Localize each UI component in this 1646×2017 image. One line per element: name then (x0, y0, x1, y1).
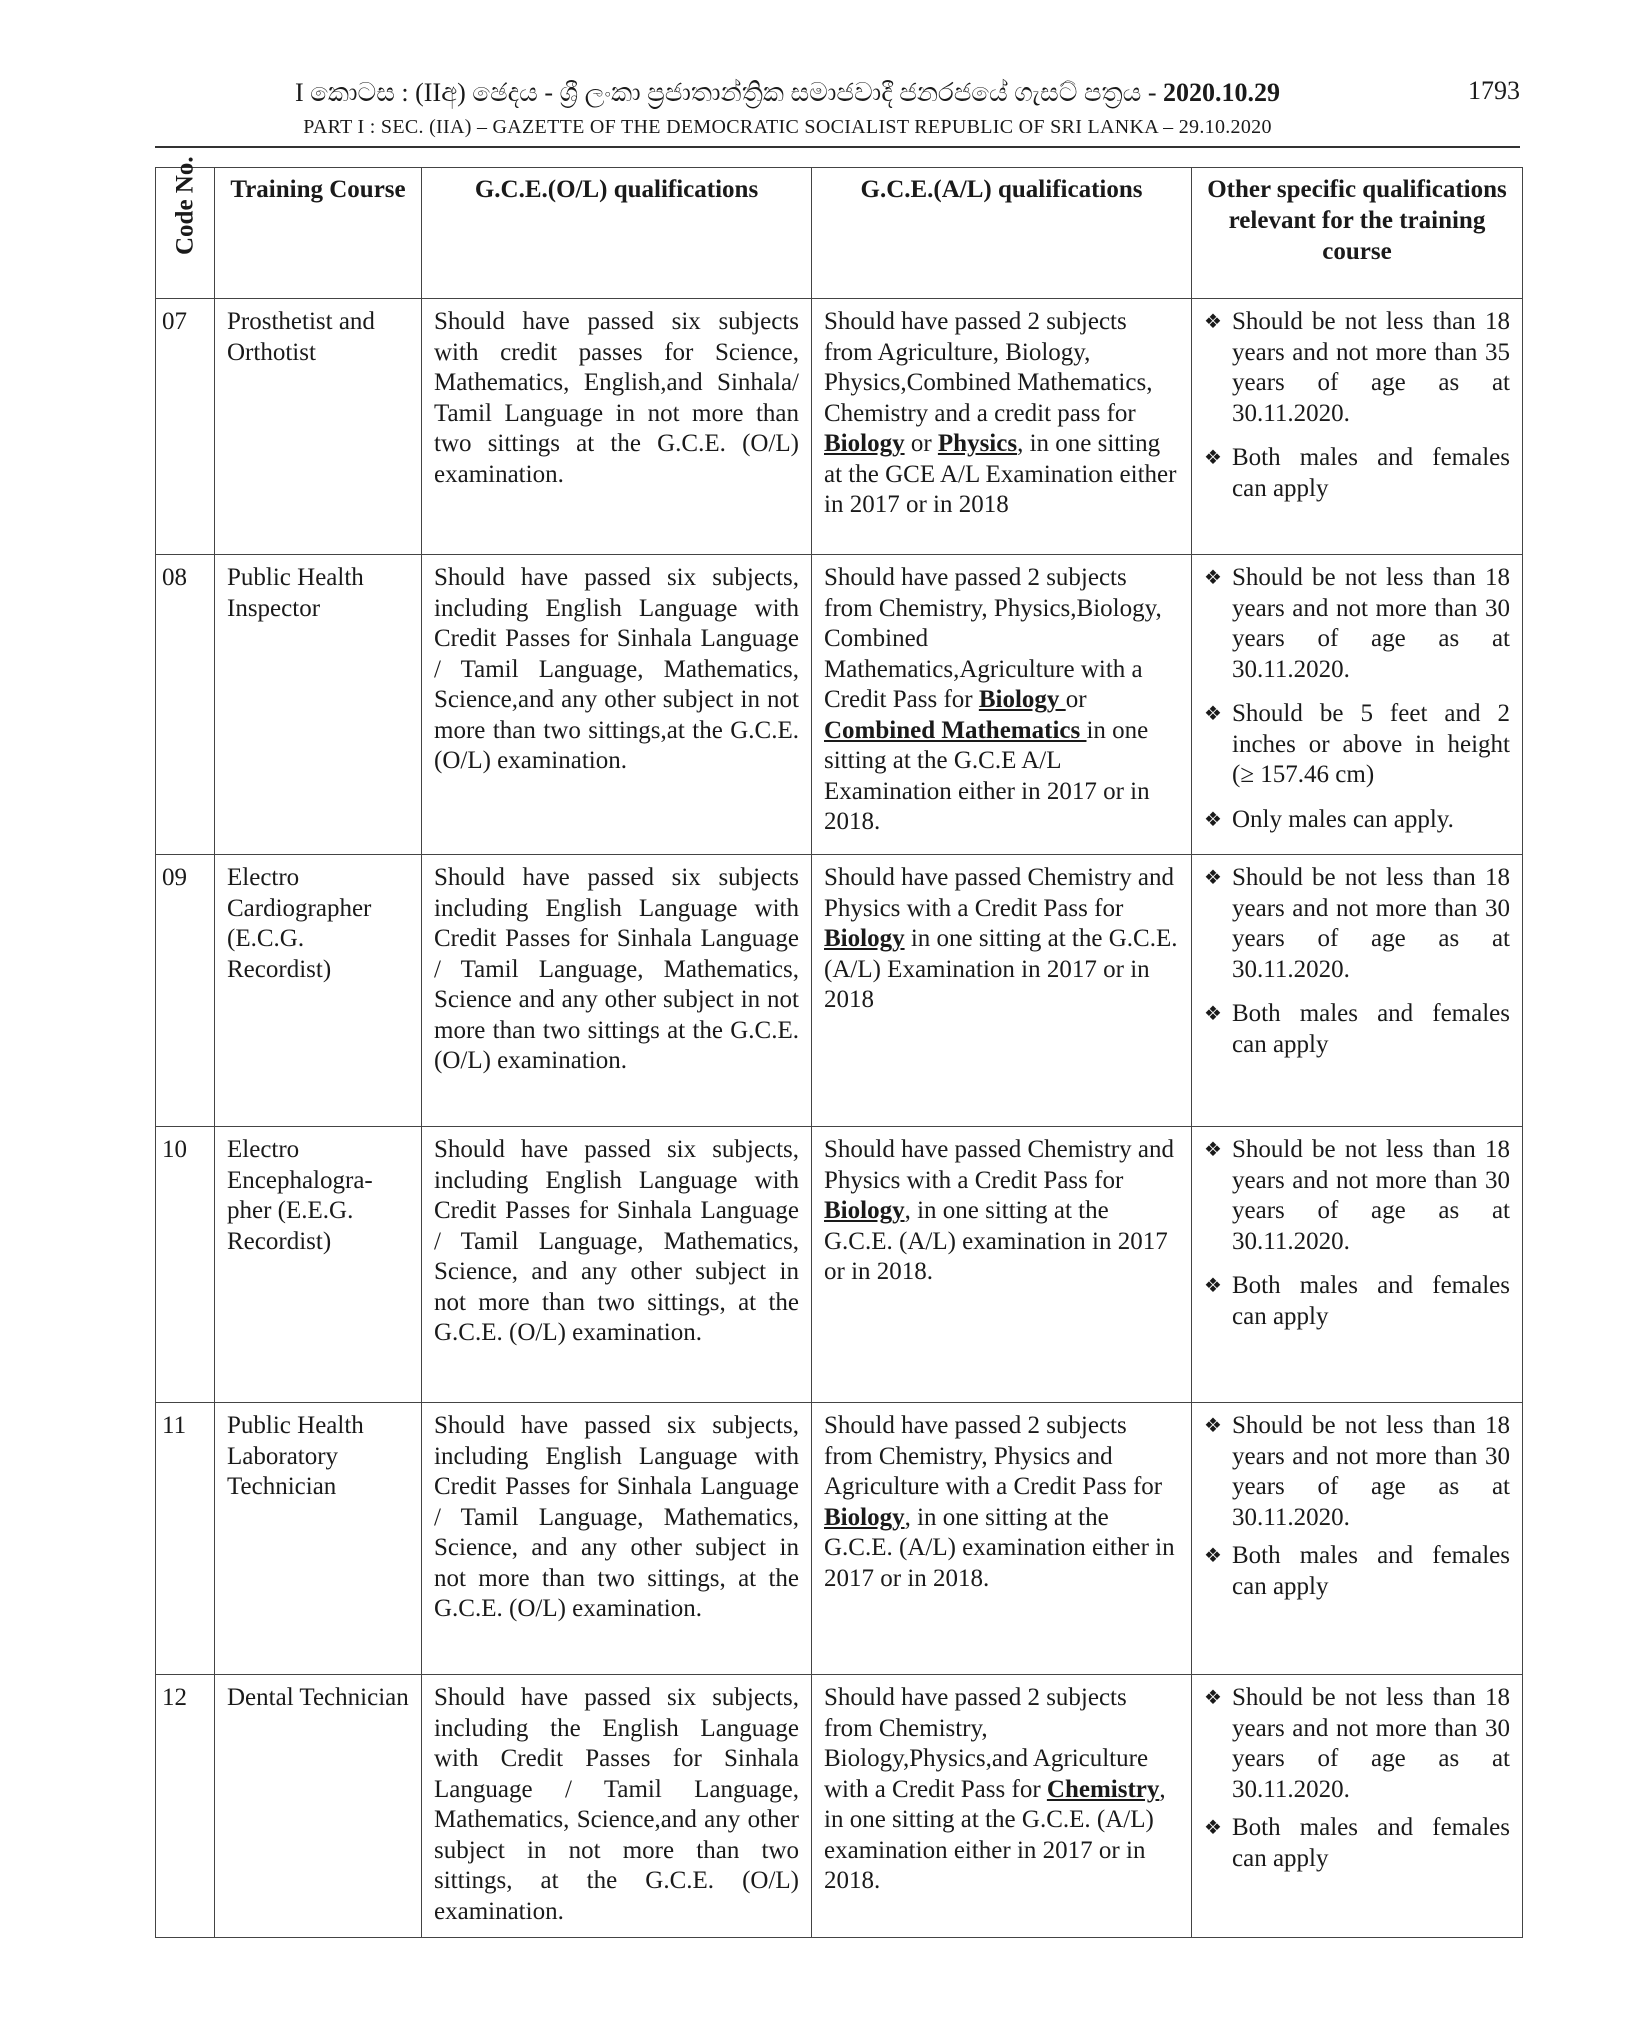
al-text: Should have passed 2 subjects from Agriculture, Biology, Physics,Combined Mathematics, Chemistry and a credit pass for (824, 308, 1153, 427)
bullet-item (1204, 563, 1510, 685)
al-text: in one sitting at the G.C.E. (A/L) Examination in 2017 or in 2018 (824, 925, 1178, 1013)
bullet-text: Should be not less than 18 years and not more than 30 years of age as at 30.11.2020. (1232, 1136, 1510, 1255)
header-sinhala-title: I කොටස : (IIඅ) ඡෙදය - ශ්‍රී ලංකා ප්‍රජාතාන්ත්‍රික සමාජවාදී ජනරජයේ ගැසට් පත්‍රය - (294, 78, 1163, 107)
table-row (156, 1127, 1523, 1403)
code-cell: 11 (156, 1403, 215, 1675)
bullet-text: Should be not less than 18 years and not more than 30 years of age as at 30.11.2020. (1232, 864, 1510, 983)
al-text: Should have passed Chemistry and Physics with a Credit Pass for (824, 864, 1174, 922)
bullet-text: Should be not less than 18 years and not more than 30 years of age as at 30.11.2020. (1232, 564, 1510, 683)
al-subject-emphasis: Biology (978, 686, 1066, 713)
ol-cell: Should have passed six subjects, including English Language with Credit Passes for Sinhala Language / Tamil Language, Mathematics, Science, and any other subject in not more than two sittings, at the G.C.E. (O/L) examination. (422, 1403, 812, 1675)
diamond-bullet-icon: ❖ (1204, 1545, 1222, 1567)
bullet-text: Both males and females can apply (1232, 1542, 1510, 1600)
col-header-code-label: Code No. (171, 156, 199, 255)
bullet-text: Should be not less than 18 years and not more than 30 years of age as at 30.11.2020. (1232, 1412, 1510, 1531)
header-sinhala-date: 2020.10.29 (1163, 78, 1280, 107)
header-english: PART I : SEC. (IIA) – GAZETTE OF THE DEMOCRATIC SOCIALIST REPUBLIC OF SRI LANKA – 29.10.2020 (303, 116, 1272, 138)
al-subject-emphasis: Biology (824, 1503, 905, 1531)
al-text: or (904, 430, 938, 457)
bullet-text: Both males and females can apply (1232, 444, 1510, 502)
code-cell: 07 (156, 299, 215, 555)
page-number: 1793 (1468, 76, 1520, 105)
col-header-other: Other specific qualifications relevant for the training course (1192, 168, 1523, 299)
bullet-item (1204, 1411, 1510, 1533)
diamond-bullet-icon: ❖ (1204, 1687, 1222, 1709)
bullet-text: Both males and females can apply (1232, 1814, 1510, 1872)
bullet-text: Should be 5 feet and 2 inches or above in height (≥ 157.46 cm) (1232, 700, 1510, 788)
page-header (155, 70, 1520, 148)
al-subject-emphasis: Physics (937, 430, 1018, 457)
al-text: Should have passed 2 subjects from Chemistry, Physics,Biology, Combined Mathematics,Agriculture with a Credit Pass for (824, 564, 1162, 713)
diamond-bullet-icon: ❖ (1204, 1003, 1222, 1025)
ol-cell: Should have passed six subjects, including the English Language with Credit Passes for Sinhala Language / Tamil Language, Mathematics, Science,and any other subject in not more than two sittings, at the G.C.E. (O/L) examination. (422, 1675, 812, 1938)
course-cell: Public Health Inspector (215, 555, 422, 855)
ol-cell: Should have passed six subjects including English Language with Credit Passes for Sinhala Language / Tamil Language, Mathematics, Science and any other subject in not more than two sittings at the G.C.E. (O/L) examination. (422, 855, 812, 1127)
bullet-text: Should be not less than 18 years and not more than 30 years of age as at 30.11.2020. (1232, 1684, 1510, 1803)
al-text: Should have passed Chemistry and Physics with a Credit Pass for (824, 1136, 1174, 1194)
al-cell (812, 1675, 1192, 1938)
bullet-item (1204, 699, 1510, 791)
al-text: , in one sitting at the G.C.E. (A/L) examination either in 2017 or in 2018. (824, 1775, 1166, 1894)
al-subject-emphasis: Biology (824, 430, 905, 457)
diamond-bullet-icon: ❖ (1204, 808, 1222, 831)
code-cell: 08 (156, 555, 215, 855)
al-text: , in one sitting at the G.C.E. (A/L) examination either in 2017 or in 2018. (824, 1503, 1175, 1592)
al-subject-emphasis: Biology (824, 925, 905, 952)
bullet-item (1204, 1271, 1510, 1332)
code-cell: 12 (156, 1675, 215, 1938)
bullet-item (1204, 1541, 1510, 1602)
ol-cell: Should have passed six subjects, including English Language with Credit Passes for Sinhala Language / Tamil Language, Mathematics, Science, and any other subject in not more than two sittings, at the G.C.E. (O/L) examination. (422, 1127, 812, 1403)
diamond-bullet-icon: ❖ (1204, 311, 1222, 333)
course-cell: Electro Encephalogra- pher (E.E.G. Recordist) (215, 1127, 422, 1403)
other-cell (1192, 1675, 1523, 1938)
al-subject-emphasis: Biology (824, 1197, 905, 1224)
col-header-course: Training Course (215, 168, 422, 299)
al-subject-emphasis: Chemistry (1046, 1775, 1160, 1803)
course-cell: Public Health Laboratory Technician (215, 1403, 422, 1675)
course-cell: Dental Technician (215, 1675, 422, 1938)
bullet-item (1204, 1813, 1510, 1874)
other-cell (1192, 1403, 1523, 1675)
code-cell: 09 (156, 855, 215, 1127)
bullet-item (1204, 307, 1510, 429)
bullet-item (1204, 443, 1510, 504)
table-row (156, 1675, 1523, 1938)
header-rule (155, 146, 1520, 148)
bullet-text: Should be not less than 18 years and not more than 35 years of age as at 30.11.2020. (1232, 308, 1510, 427)
diamond-bullet-icon: ❖ (1204, 1415, 1222, 1437)
al-text: Should have passed 2 subjects from Chemistry, Physics and Agriculture with a Credit Pass for (824, 1412, 1163, 1500)
table-row (156, 299, 1523, 555)
other-cell (1192, 299, 1523, 555)
al-text: or (1065, 686, 1087, 713)
col-header-al: G.C.E.(A/L) qualifications (812, 168, 1192, 299)
col-header-ol: G.C.E.(O/L) qualifications (422, 168, 812, 299)
al-cell (812, 299, 1192, 555)
bullet-item (1204, 805, 1510, 836)
table-header-row (156, 168, 1523, 299)
table-row (156, 555, 1523, 855)
diamond-bullet-icon: ❖ (1204, 1275, 1222, 1297)
al-text: , in one sitting at the GCE A/L Examination either in 2017 or in 2018 (824, 430, 1177, 518)
bullet-text: Both males and females can apply (1232, 1272, 1510, 1330)
al-text: in one sitting at the G.C.E A/L Examination either in 2017 or in 2018. (824, 716, 1150, 835)
course-cell: Electro Cardiographer (E.C.G. Recordist) (215, 855, 422, 1127)
al-text: Should have passed 2 subjects from Chemistry, Biology,Physics,and Agriculture with a Credit Pass for (824, 1684, 1149, 1803)
bullet-text: Only males can apply. (1232, 805, 1454, 833)
al-text: , in one sitting at the G.C.E. (A/L) examination in 2017 or in 2018. (824, 1197, 1168, 1285)
bullet-item (1204, 1683, 1510, 1805)
diamond-bullet-icon: ❖ (1204, 1817, 1222, 1839)
bullet-item (1204, 999, 1510, 1060)
ol-cell: Should have passed six subjects, including English Language with Credit Passes for Sinhala Language / Tamil Language, Mathematics, Science,and any other subject in not more than two sittings,at the G.C.E. (O/L) examination. (422, 555, 812, 855)
al-cell (812, 855, 1192, 1127)
diamond-bullet-icon: ❖ (1204, 447, 1222, 469)
bullet-text: Both males and females can apply (1232, 1000, 1510, 1058)
diamond-bullet-icon: ❖ (1204, 1139, 1222, 1161)
al-cell (812, 555, 1192, 855)
col-header-code (156, 156, 215, 299)
bullet-item (1204, 1135, 1510, 1257)
other-cell (1192, 855, 1523, 1127)
table-row (156, 1403, 1523, 1675)
diamond-bullet-icon: ❖ (1204, 867, 1222, 889)
header-sinhala (155, 76, 1420, 110)
table-row (156, 855, 1523, 1127)
code-cell: 10 (156, 1127, 215, 1403)
bullet-item (1204, 863, 1510, 985)
other-cell (1192, 1127, 1523, 1403)
ol-cell: Should have passed six subjects with credit passes for Science, Mathematics, English,and Sinhala/ Tamil Language in not more than two sittings at the G.C.E. (O/L) examination. (422, 299, 812, 555)
other-cell (1192, 555, 1523, 855)
al-cell (812, 1403, 1192, 1675)
qualifications-table (155, 156, 1523, 1938)
course-cell: Prosthetist and Orthotist (215, 299, 422, 555)
al-subject-emphasis: Combined Mathematics (824, 716, 1087, 744)
diamond-bullet-icon: ❖ (1204, 567, 1222, 589)
al-cell (812, 1127, 1192, 1403)
diamond-bullet-icon: ❖ (1204, 703, 1222, 725)
